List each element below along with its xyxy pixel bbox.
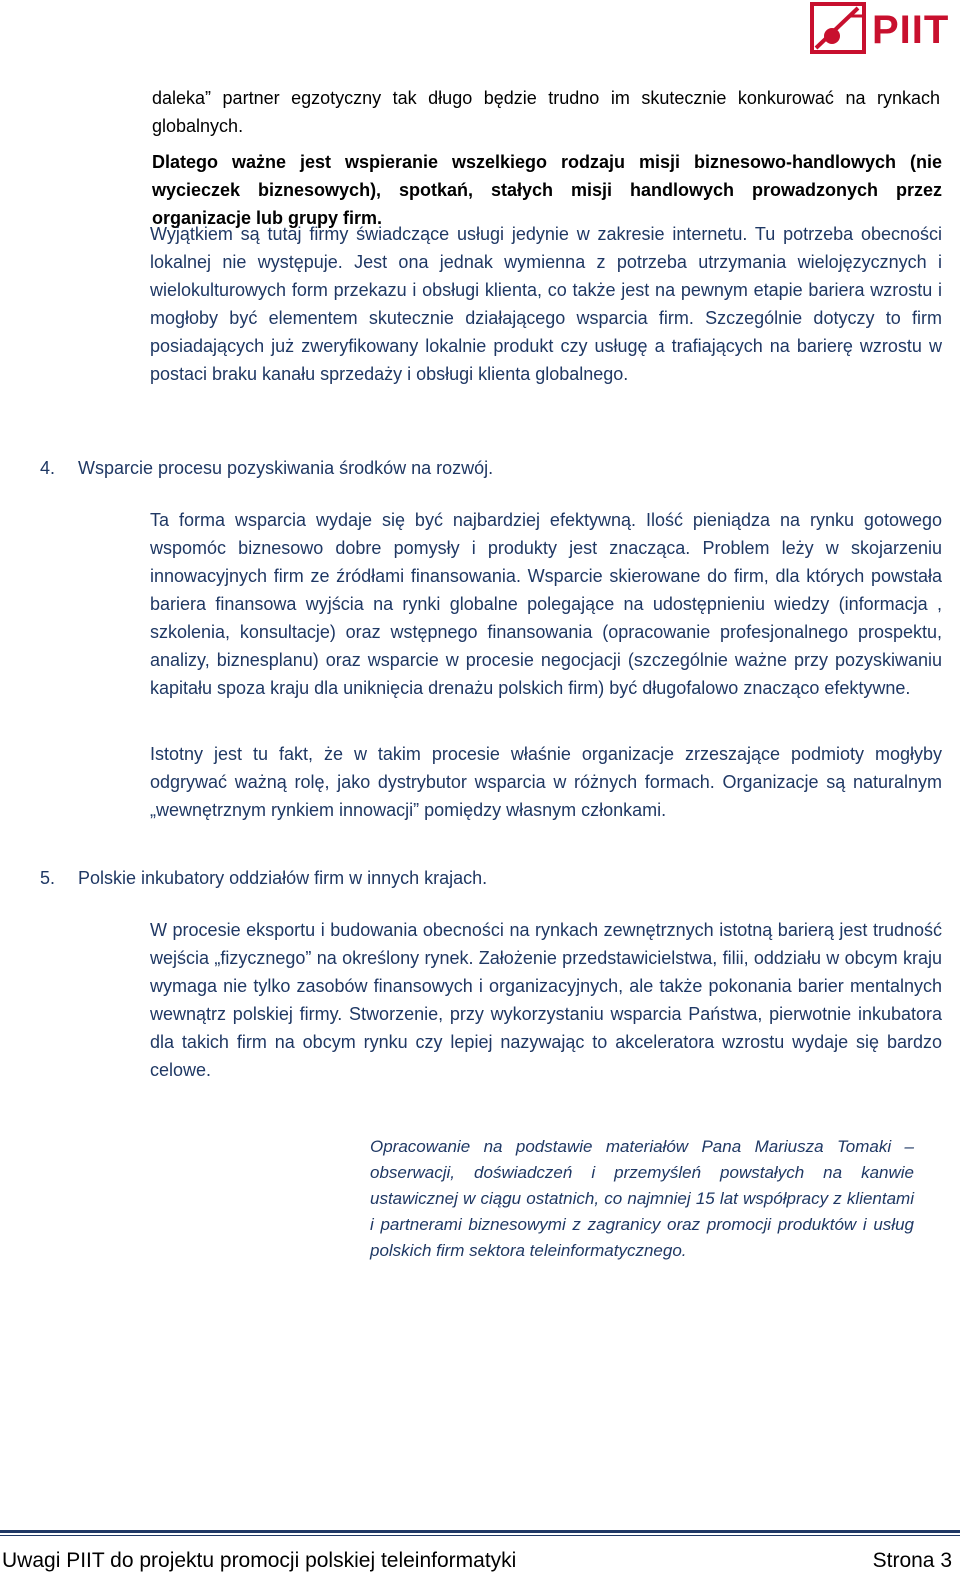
piit-logo-text: PIIT — [872, 8, 950, 52]
source-note: Opracowanie na podstawie materiałów Pana Mariusza Tomaki – obserwacji, doświadczeń i przemyśleń powstałych na kanwie ustawicznej w ciągu ostatnich, co najmniej 15 lat współpracy z klientami i partnerami biznesowymi z zagranicy oraz promocji produktów i usług polskich firm sektora teleinformatycznego. — [370, 1137, 914, 1260]
section-5-title: Polskie inkubatory oddziałów firm w innych krajach. — [78, 868, 488, 888]
footer-divider — [0, 1530, 960, 1533]
paragraph-missions: Dlatego ważne jest wspieranie wszelkiego rodzaju misji biznesowo-handlowych (nie wycieczek biznesowych), spotkań, stałych misji handlowych prowadzonych przez organizacje lub grupy firm. — [152, 152, 942, 228]
piit-logo — [810, 2, 950, 54]
section-5-number: 5. — [40, 868, 56, 888]
section-4-number: 4. — [40, 458, 56, 478]
page-number: Strona 3 — [872, 1549, 952, 1572]
footer-title: Uwagi PIIT do projektu promocji polskiej teleinformatyki — [2, 1549, 517, 1572]
paragraph-continuation: daleka” partner egzotyczny tak długo będzie trudno im skutecznie konkurować na rynkach globalnych. — [152, 88, 940, 136]
paragraph-internet-exception: Wyjątkiem są tutaj firmy świadczące usługi jedynie w zakresie internetu. Tu potrzeba obecności lokalnej nie występuje. Jest ona jednak wymienna z potrzeba utrzymania wielojęzycznych i wielokulturowych form przekazu i obsługi klienta, co także jest na pewnym etapie bariera wzrostu i mogłoby być elementem skutecznie działającego wsparcia firm. Szczególnie dotyczy to firm posiadających już zweryfikowany lokalnie produkt czy usługę a trafiających na barierę wzrostu w postaci braku kanału sprzedaży i obsługi klienta globalnego. — [150, 224, 942, 384]
paragraph-funding-support: Ta forma wsparcia wydaje się być najbardziej efektywną. Ilość pieniądza na rynku gotowego wspomóc biznesowo dobre pomysły i produkty jest znacząca. Problem leży w skojarzeniu innowacyjnych firm ze źródłami finansowania. Wsparcie skierowane do firm, dla których powstała bariera finansowa wyjścia na rynki globalne polegające na udostępnieniu wiedzy (informacja , szkolenia, konsultacje) oraz wstępnego finansowania (opracowanie profesjonalnego prospektu, analizy, biznesplanu) oraz wsparcie w procesie negocjacji (szczególnie ważne przy pozyskiwaniu kapitału spoza kraju dla uniknięcia drenażu polskich firm) być długofalowo znacząco efektywne. — [150, 510, 942, 698]
piit-logo-mark-icon — [810, 2, 868, 54]
paragraph-organizations: Istotny jest tu fakt, że w takim procesie właśnie organizacje zrzeszające podmioty mogłyby odgrywać ważną rolę, jako dystrybutor wsparcia w różnych formach. Organizacje są naturalnym „wewnętrznym rynkiem innowacji” pomiędzy własnym członkami. — [150, 744, 942, 820]
footer-divider-thin — [0, 1535, 960, 1536]
paragraph-incubators: W procesie eksportu i budowania obecności na rynkach zewnętrznych istotną barierą jest trudność wejścia „fizycznego” na określony rynek. Założenie przedstawicielstwa, filii, oddziału w obcym kraju wymaga nie tylko zasobów finansowych i organizacyjnych, ale także pokonania barier mentalnych wewnątrz polskiej firmy. Stworzenie, przy wykorzystaniu wsparcia Państwa, pierwotnie inkubatora dla takich firm na obcym rynku czy lepiej nazywając to akceleratora wzrostu wydaje się bardzo celowe. — [150, 920, 942, 1080]
section-4-title: Wsparcie procesu pozyskiwania środków na rozwój. — [78, 458, 494, 478]
